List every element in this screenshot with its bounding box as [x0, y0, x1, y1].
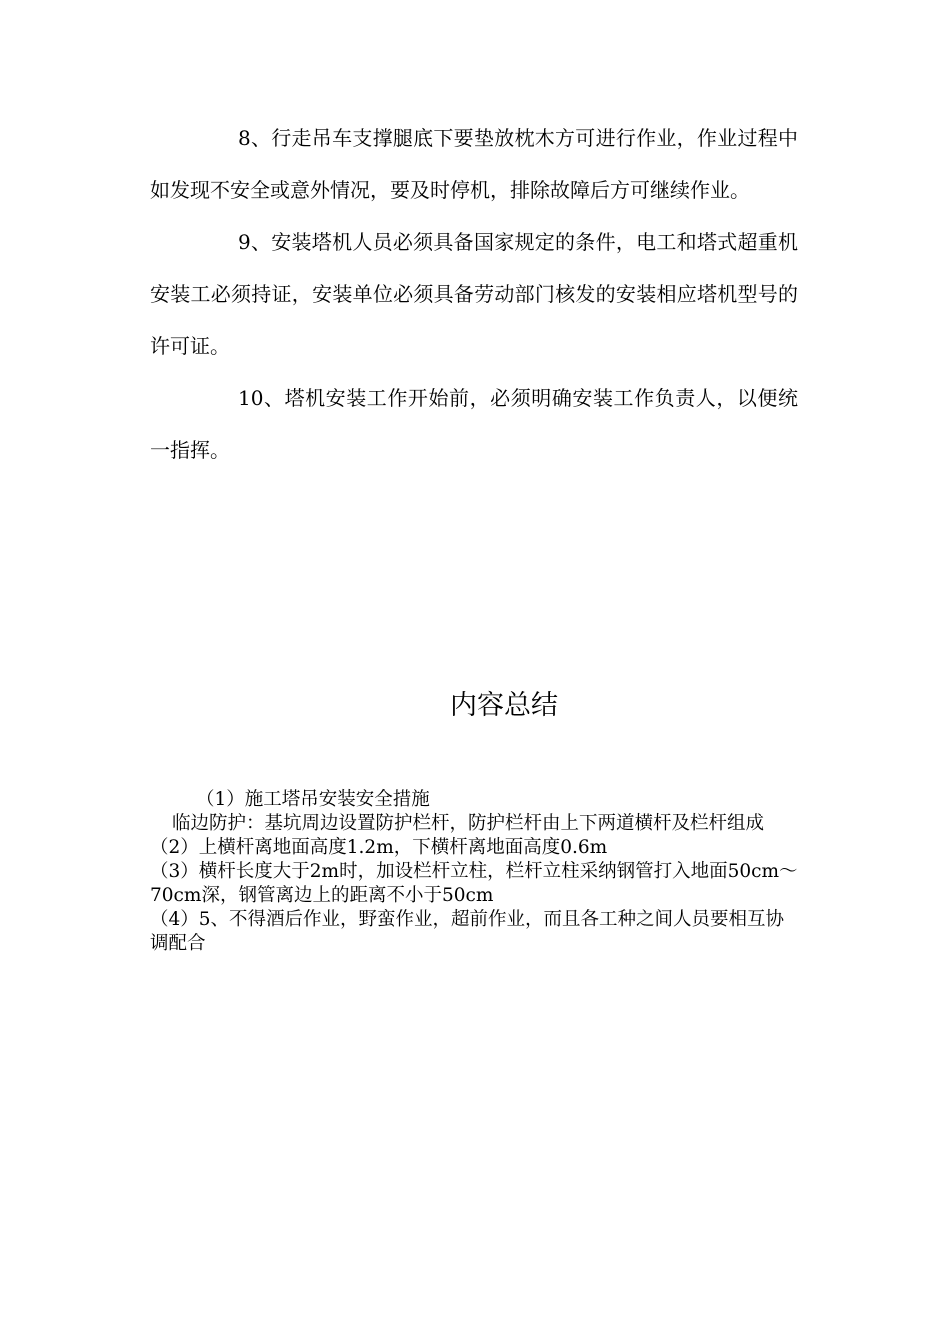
- summary-line-4: （3）横杆长度大于2m时，加设栏杆立柱，栏杆立柱采纳钢管打入地面50cm～70cm深，钢管离边上的距离不小于50cm: [150, 861, 798, 906]
- paragraph-10: 10、塔机安装工作开始前，必须明确安装工作负责人，以便统一指挥。: [150, 386, 798, 462]
- summary-line-3: （2）上横杆离地面高度1.2m，下横杆离地面高度0.6m: [150, 837, 608, 858]
- summary-section: [150, 788, 798, 956]
- summary-line-1: （1）施工塔吊安装安全措施: [196, 789, 430, 810]
- paragraph-8: 8、行走吊车支撑腿底下要垫放枕木方可进行作业，作业过程中如发现不安全或意外情况，要及时停机，排除故障后方可继续作业。: [150, 126, 798, 202]
- paragraph-9: 9、安装塔机人员必须具备国家规定的条件，电工和塔式超重机安装工必须持证，安装单位必须具备劳动部门核发的安装相应塔机型号的许可证。: [150, 230, 798, 358]
- summary-title: 内容总结: [450, 690, 558, 721]
- summary-line-5: （4）5、不得酒后作业，野蛮作业，超前作业，而且各工种之间人员要相互协调配合: [150, 909, 785, 954]
- summary-line-2: 临边防护：基坑周边设置防护栏杆，防护栏杆由上下两道横杆及栏杆组成: [172, 813, 765, 834]
- main-text: [150, 112, 798, 476]
